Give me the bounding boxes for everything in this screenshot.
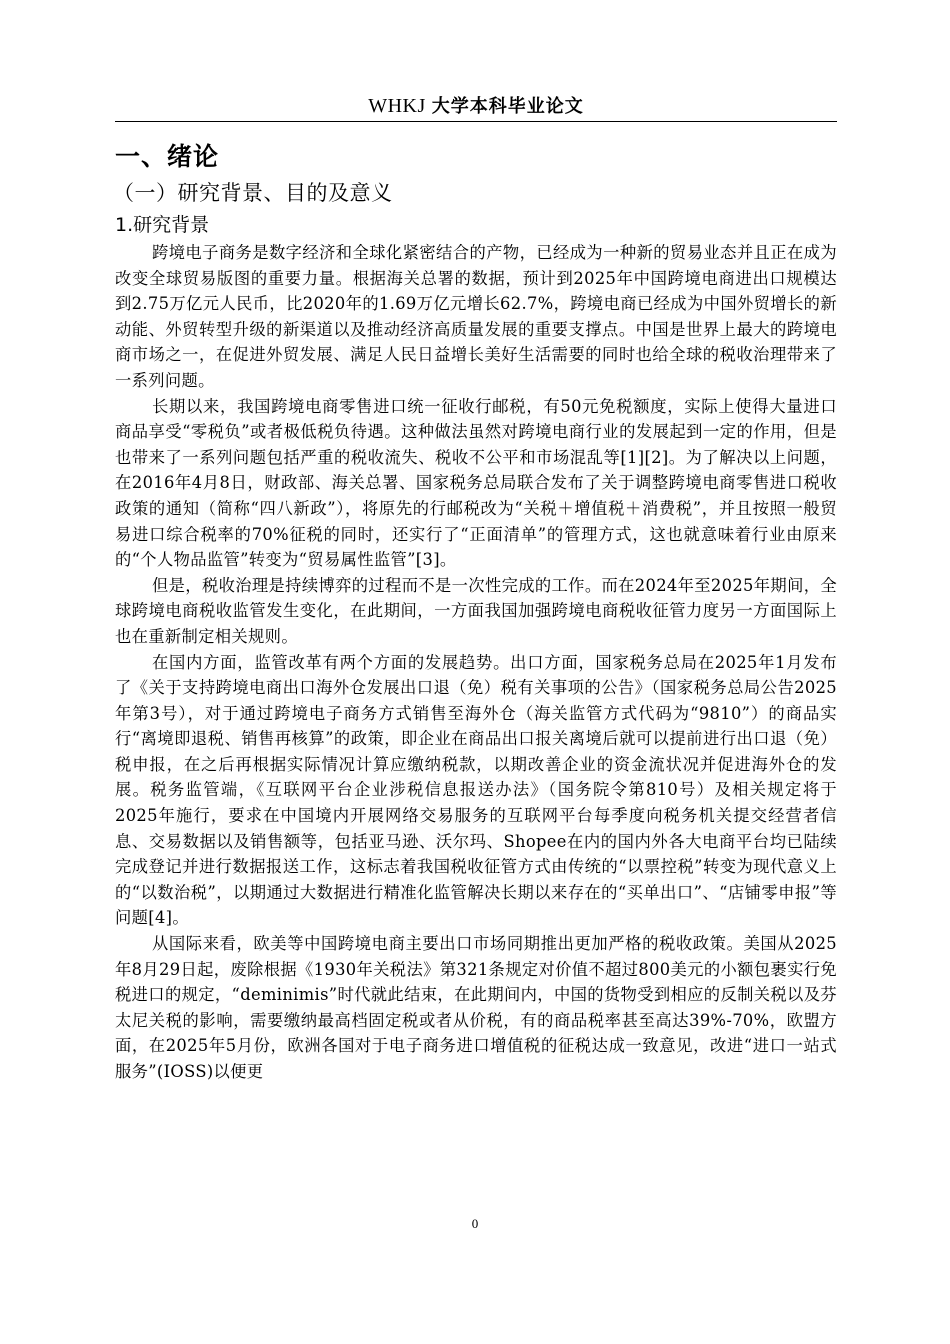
chapter-title: 一、绪论	[115, 142, 220, 171]
paragraph-2: 长期以来，我国跨境电商零售进口统一征收行邮税，有50元免税额度，实际上使得大量进口商品享受“零税负”或者极低税负待遇。这种做法虽然对跨境电商行业的发展起到一定的作用，但是也带来了一系列问题包括严重的税收流失、税收不公平和市场混乱等[1][2]。为了解决以上问题，在2016年4月8日，财政部、海关总署、国家税务总局联合发布了关于调整跨境电商零售进口税收政策的通知（简称“四八新政”），将原先的行邮税改为“关税＋增值税＋消费税”，并且按照一般贸易进口综合税率的70%征税的同时，还实行了“正面清单”的管理方式，这也就意味着行业由原来的“个人物品监管”转变为“贸易属性监管”[3]。	[115, 396, 837, 570]
document-body	[115, 132, 837, 1085]
header-thesis-label: 大学本科毕业论文	[431, 96, 584, 117]
paragraph-1: 跨境电子商务是数字经济和全球化紧密结合的产物，已经成为一种新的贸易业态并且正在成为改变全球贸易版图的重要力量。根据海关总署的数据，预计到2025年中国跨境电商进出口规模达到2.75万亿元人民币，比2020年的1.69万亿元增长62.7%，跨境电商已经成为中国外贸增长的新动能、外贸转型升级的新渠道以及推动经济高质量发展的重要支撑点。中国是世界上最大的跨境电商市场之一，在促进外贸发展、满足人民日益增长美好生活需要的同时也给全球的税收治理带来了一系列问题。	[115, 243, 837, 390]
paragraph-5: 从国际来看，欧美等中国跨境电商主要出口市场同期推出更加严格的税收政策。美国从2025年8月29日起，废除根据《1930年关税法》第321条规定对价值不超过800美元的小额包裹实行免税进口的规定，“deminimis”时代就此结束，在此期间内，中国的货物受到相应的反制关税以及芬太尼关税的影响，需要缴纳最高档固定税或者从价税，有的商品税率甚至高达39%-70%，欧盟方面，在2025年5月份，欧洲各国对于电子商务进口增值税的征税达成一致意见，改进“进口一站式服务”(IOSS)以便更	[115, 934, 837, 1081]
paragraph-4: 在国内方面，监管改革有两个方面的发展趋势。出口方面，国家税务总局在2025年1月发布了《关于支持跨境电商出口海外仓发展出口退（免）税有关事项的公告》（国家税务总局公告2025年第3号），对于通过跨境电子商务方式销售至海外仓（海关监管方式代码为“9810”）的商品实行“离境即退税、销售再核算”的政策，即企业在商品出口报关离境后就可以提前进行出口退（免）税申报，在之后再根据实际情况计算应缴纳税款，以期改善企业的资金流状况并促进海外仓的发展。税务监管端，《互联网平台企业涉税信息报送办法》（国务院令第810号）及相关规定将于2025年施行，要求在中国境内开展网络交易服务的互联网平台每季度向税务机关提交经营者信息、交易数据以及销售额等，包括亚马逊、沃尔玛、Shopee在内的国内外各大电商平台均已陆续完成登记并进行数据报送工作，这标志着我国税收征管方式由传统的“以票控税”转变为现代意义上的“以数治税”，以期通过大数据进行精准化监管解决长期以来存在的“买单出口”、“店铺零申报”等问题[4]。	[115, 652, 837, 928]
section-title: （一）研究背景、目的及意义	[113, 181, 393, 205]
subsection-title: 1.研究背景	[115, 214, 210, 236]
page-number: 0	[471, 1216, 479, 1231]
header-university-code: WHKJ	[368, 95, 426, 117]
page-header	[115, 92, 837, 122]
paragraph-3: 但是，税收治理是持续博弈的过程而不是一次性完成的工作。而在2024年至2025年期间，全球跨境电商税收监管发生变化，在此期间，一方面我国加强跨境电商税收征管力度另一方面国际上也在重新制定相关规则。	[115, 575, 837, 646]
